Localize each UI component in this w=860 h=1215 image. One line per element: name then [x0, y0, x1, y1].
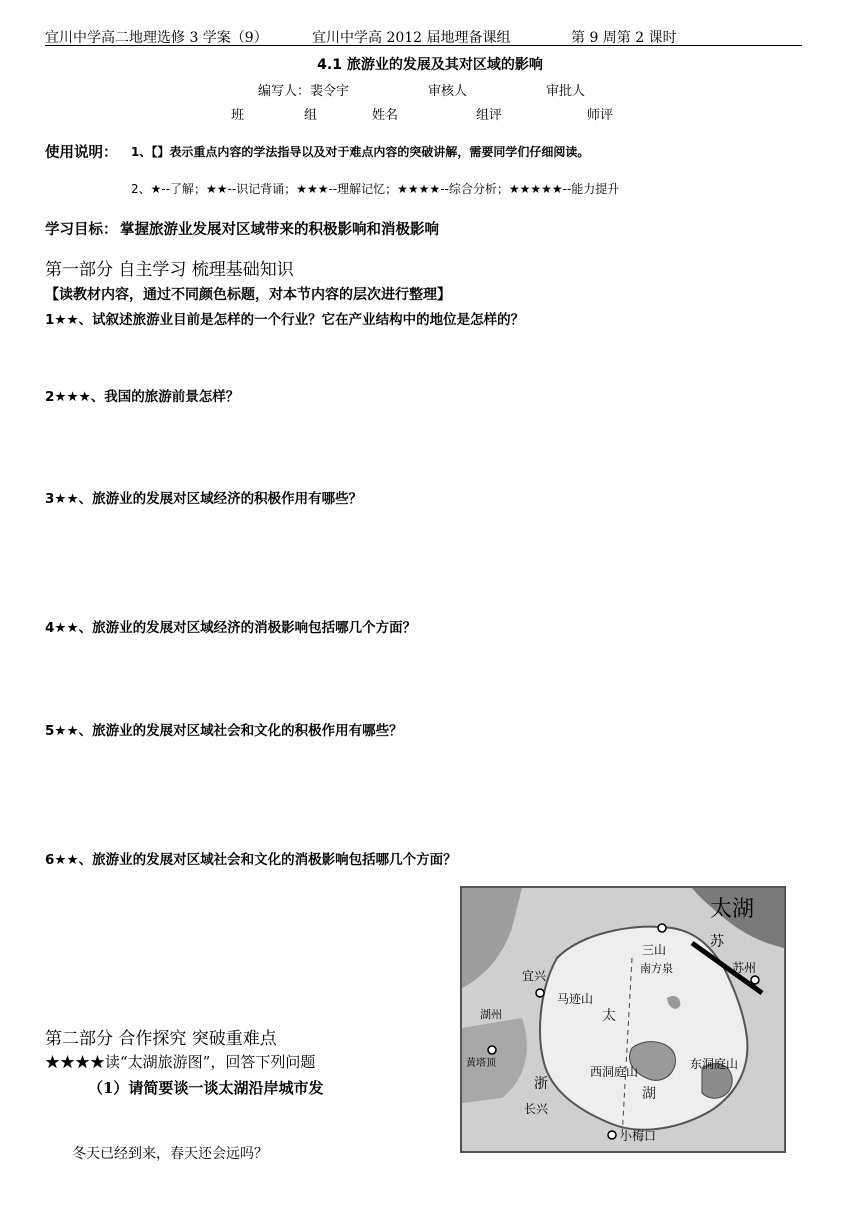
- instructions-label: 使用说明：: [45, 145, 118, 161]
- footer-quote: 冬天已经到来，春天还会远吗？: [72, 1146, 268, 1162]
- map-label-hu: 湖: [642, 1086, 656, 1102]
- reviewer-label: 审核人: [428, 84, 468, 99]
- group-label: 组: [304, 108, 318, 123]
- header-rule: [45, 45, 802, 46]
- question-4: 4★★、旅游业的发展对区域经济的消极影响包括哪几个方面？: [45, 620, 417, 636]
- question-5: 5★★、旅游业的发展对区域社会和文化的积极作用有哪些？: [45, 723, 403, 739]
- map-label-changxing: 长兴: [524, 1102, 549, 1116]
- header-left: 宜川中学高二地理选修 3 学案（9）: [45, 30, 268, 46]
- map-label-huangtading: 黄塔顶: [466, 1058, 496, 1069]
- map-label-dongdongtingshan: 东洞庭山: [690, 1057, 739, 1071]
- page-title: 4.1 旅游业的发展及其对区域的影响: [317, 57, 543, 73]
- map-label-yixing: 宜兴: [522, 969, 547, 983]
- map-label-sanshan: 三山: [642, 943, 667, 957]
- part2-subquestion-1: （1）请简要谈一谈太湖沿岸城市发: [88, 1079, 324, 1097]
- question-1: 1★★、试叙述旅游业目前是怎样的一个行业？它在产业结构中的地位是怎样的？: [45, 312, 525, 328]
- question-2: 2★★★、我国的旅游前景怎样？: [45, 389, 240, 405]
- map-label-taihu: 太湖: [710, 897, 755, 922]
- approver-label: 审批人: [546, 84, 586, 99]
- map-label-xiaomeikou: 小梅口: [620, 1129, 657, 1143]
- part2-task: ★★★★读“太湖旅游图”，回答下列问题: [45, 1053, 316, 1071]
- map-label-zhe: 浙: [534, 1076, 548, 1092]
- map-drawing: [462, 888, 784, 1151]
- map-label-majishan: 马迹山: [557, 992, 594, 1006]
- class-label: 班: [231, 108, 245, 123]
- objective-label: 学习目标：: [45, 222, 118, 238]
- group-eval-label: 组评: [476, 108, 503, 123]
- map-label-tai: 太: [602, 1008, 616, 1024]
- part1-note: 【读教材内容，通过不同颜色标题，对本节内容的层次进行整理】: [45, 287, 451, 303]
- instructions-line1: 1、【】表示重点内容的学法指导以及对于难点内容的突破讲解，需要同学们仔细阅读。: [131, 145, 590, 159]
- map-label-suzhou: 苏州: [732, 961, 757, 975]
- question-6: 6★★、旅游业的发展对区域社会和文化的消极影响包括哪几个方面？: [45, 852, 457, 868]
- teacher-eval-label: 师评: [587, 108, 614, 123]
- part1-title: 第一部分 自主学习 梳理基础知识: [45, 260, 294, 280]
- map-label-huzhou: 湖州: [480, 1008, 502, 1021]
- header-center: 宜川中学高 2012 届地理备课组: [312, 30, 511, 46]
- map-label-xidongtingshan: 西洞庭山: [590, 1065, 639, 1079]
- writer-label: 编写人：裴令宇: [258, 84, 350, 99]
- map-label-nanfangquan: 南方泉: [640, 962, 673, 975]
- instructions-line2: 2、★--了解；★★--识记背诵；★★★--理解记忆；★★★★--综合分析；★★★★★--能力提升: [131, 182, 620, 196]
- part2-title: 第二部分 合作探究 突破重难点: [45, 1029, 277, 1049]
- taihu-tourism-map: [460, 886, 786, 1153]
- name-label: 姓名: [372, 108, 399, 123]
- header-right: 第 9 周第 2 课时: [571, 30, 677, 46]
- question-3: 3★★、旅游业的发展对区域经济的积极作用有哪些？: [45, 491, 363, 507]
- objective-text: 掌握旅游业发展对区域带来的积极影响和消极影响: [120, 222, 439, 238]
- map-label-su: 苏: [710, 934, 724, 950]
